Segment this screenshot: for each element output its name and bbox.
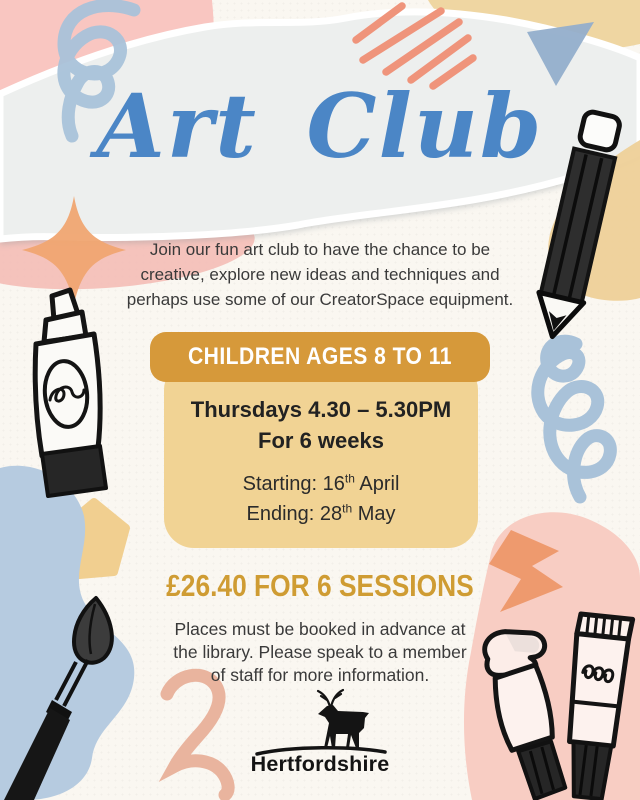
end-date-text: Ending: 28 [246,503,343,525]
schedule-duration: For 6 weeks [258,428,384,453]
schedule-start-date [164,469,478,499]
start-month-text: April [354,473,400,495]
end-month-text: May [352,503,396,525]
booking-line: Places must be booked in advance at [174,619,466,639]
stag-logo-icon [257,690,385,754]
booking-paragraph [100,618,540,687]
price-heading [0,568,640,604]
booking-line: of staff for more information. [210,665,430,685]
intro-line: perhaps use some of our CreatorSpace equipment. [126,290,514,309]
age-badge [0,332,640,382]
intro-paragraph [80,237,560,312]
age-badge-pill [150,332,490,382]
poster-title: Art Club [96,74,544,178]
schedule-time: Thursdays 4.30 – 5.30PM [190,397,452,422]
schedule-end-date [164,499,478,529]
start-date-text: Starting: 16 [242,473,345,495]
ordinal-suffix: th [342,501,353,516]
age-badge-label: CHILDREN AGES 8 TO 11 [188,343,452,370]
intro-line: Join our fun art club to have the chance to be [149,240,491,259]
booking-line: the library. Please speak to a member [173,642,467,662]
ordinal-suffix: th [344,471,355,486]
intro-line: creative, explore new ideas and techniques and [140,265,500,284]
price-label: £26.40 FOR 6 SESSIONS [166,568,474,603]
schedule-box [164,360,478,548]
stag-silhouette [318,705,369,748]
paint-marker-illustration [35,290,106,496]
hertfordshire-logo-text: Hertfordshire [250,752,390,776]
salmon-squiggle [167,675,228,795]
